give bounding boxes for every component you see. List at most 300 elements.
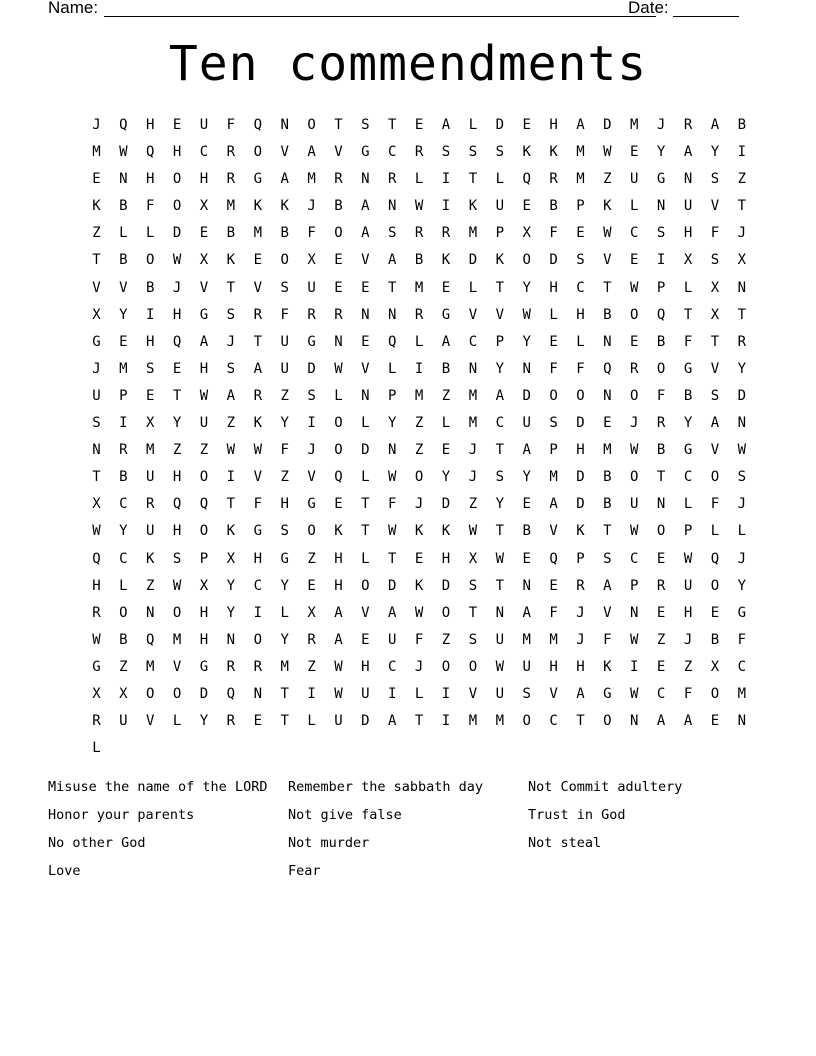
grid-letter: G: [683, 442, 693, 459]
grid-letter: M: [576, 144, 585, 161]
grid-letter: L: [683, 496, 693, 513]
grid-letter: D: [549, 252, 558, 269]
grid-letter: H: [199, 360, 209, 377]
grid-letter: O: [172, 198, 182, 215]
grid-letter: G: [307, 496, 316, 513]
grid-letter: Y: [495, 360, 505, 377]
word-list-item: Not give false: [288, 807, 402, 823]
grid-letter: K: [92, 198, 101, 215]
grid-letter: C: [388, 658, 397, 675]
grid-letter: W: [388, 469, 397, 486]
grid-letter: J: [737, 496, 747, 513]
grid-letter: Q: [146, 631, 155, 648]
grid-letter: U: [334, 713, 343, 730]
grid-letter: Z: [441, 631, 451, 648]
grid-letter: B: [603, 496, 612, 513]
grid-letter: E: [307, 577, 316, 594]
grid-letter: G: [92, 333, 101, 350]
grid-letter: N: [119, 171, 128, 188]
grid-letter: Y: [656, 144, 666, 161]
grid-letter: Q: [656, 306, 666, 323]
grid-letter: H: [683, 604, 693, 621]
grid-letter: Q: [119, 117, 128, 133]
grid-letter: D: [603, 117, 612, 133]
grid-letter: W: [630, 442, 639, 459]
date-input-line[interactable]: [673, 16, 739, 17]
grid-letter: E: [522, 198, 531, 215]
grid-letter: A: [334, 604, 343, 621]
grid-letter: W: [630, 279, 639, 296]
grid-letter: M: [737, 685, 747, 702]
grid-letter: F: [549, 225, 558, 242]
grid-letter: Y: [119, 523, 128, 540]
word-list-item: Honor your parents: [48, 807, 195, 823]
grid-letter: W: [603, 144, 612, 161]
grid-letter: C: [388, 144, 397, 161]
letter-grid: [83, 114, 755, 764]
grid-letter: A: [683, 713, 693, 730]
grid-letter: R: [683, 117, 693, 133]
grid-letter: W: [334, 658, 343, 675]
grid-letter: T: [683, 306, 693, 323]
grid-letter: B: [119, 252, 128, 269]
name-label: Name:: [48, 0, 99, 17]
grid-letter: T: [603, 523, 612, 540]
grid-letter: B: [683, 387, 693, 404]
grid-letter: Q: [146, 144, 155, 161]
grid-letter: H: [92, 577, 101, 594]
grid-letter: B: [226, 225, 236, 242]
grid-letter: F: [576, 360, 585, 377]
name-input-line[interactable]: [104, 16, 656, 17]
grid-letter: L: [334, 387, 343, 404]
grid-letter: X: [199, 577, 209, 594]
grid-letter: S: [280, 279, 289, 296]
grid-letter: X: [710, 658, 720, 675]
grid-letter: N: [280, 117, 289, 133]
grid-letter: E: [522, 496, 531, 513]
grid-letter: E: [334, 252, 343, 269]
grid-letter: W: [630, 685, 639, 702]
grid-letter: F: [683, 685, 693, 702]
grid-letter: O: [334, 225, 343, 242]
grid-letter: R: [630, 360, 639, 377]
grid-letter: W: [388, 523, 397, 540]
grid-letter: T: [361, 523, 370, 540]
grid-letter: B: [603, 469, 612, 486]
grid-letter: Y: [226, 577, 236, 594]
grid-letter: D: [737, 387, 747, 404]
grid-letter: J: [576, 631, 585, 648]
grid-letter: L: [307, 713, 316, 730]
grid-letter: A: [710, 415, 720, 432]
grid-letter: F: [414, 631, 424, 648]
word-list-item: Misuse the name of the LORD: [48, 779, 268, 795]
grid-letter: U: [522, 658, 531, 675]
grid-letter: M: [414, 387, 424, 404]
grid-letter: E: [656, 658, 666, 675]
grid-letter: X: [146, 415, 155, 432]
grid-letter: Z: [199, 442, 209, 459]
grid-letter: R: [119, 442, 128, 459]
grid-letter: Q: [334, 469, 343, 486]
grid-letter: Q: [549, 550, 558, 567]
grid-letter: O: [146, 685, 155, 702]
grid-letter: Z: [603, 171, 612, 188]
grid-letter: V: [468, 306, 478, 323]
grid-letter: G: [683, 360, 693, 377]
grid-letter: T: [656, 469, 666, 486]
grid-letter: V: [603, 604, 612, 621]
grid-letter: L: [737, 523, 747, 540]
grid-letter: F: [253, 496, 262, 513]
date-label: Date:: [628, 0, 669, 17]
grid-letter: O: [361, 577, 370, 594]
word-list-item: Trust in God: [528, 807, 626, 823]
grid-letter: U: [199, 415, 209, 432]
grid-letter: I: [441, 685, 451, 702]
grid-letter: Q: [388, 333, 397, 350]
grid-letter: R: [226, 713, 236, 730]
grid-letter: A: [388, 252, 397, 269]
grid-letter: P: [630, 577, 639, 594]
grid-letter: X: [92, 306, 101, 323]
grid-letter: G: [92, 658, 101, 675]
grid-letter: A: [495, 387, 505, 404]
grid-letter: B: [119, 198, 128, 215]
grid-letter: I: [307, 685, 316, 702]
grid-letter: C: [253, 577, 262, 594]
grid-letter: M: [630, 117, 639, 133]
grid-letter: E: [630, 333, 639, 350]
grid-letter: T: [226, 279, 236, 296]
grid-letter: I: [307, 415, 316, 432]
grid-letter: T: [414, 713, 424, 730]
grid-letter: A: [441, 333, 451, 350]
grid-letter: Z: [307, 658, 316, 675]
grid-letter: O: [656, 360, 666, 377]
grid-letter: P: [199, 550, 209, 567]
grid-letter: O: [576, 387, 585, 404]
grid-letter: X: [307, 252, 316, 269]
grid-letter: F: [280, 306, 289, 323]
grid-letter: D: [495, 117, 505, 133]
grid-letter: T: [226, 496, 236, 513]
grid-letter: N: [737, 279, 747, 296]
grid-letter: A: [656, 713, 666, 730]
grid-letter: T: [576, 713, 585, 730]
grid-letter: L: [441, 415, 451, 432]
grid-letter: V: [468, 685, 478, 702]
grid-letter: S: [468, 631, 478, 648]
grid-letter: E: [630, 252, 639, 269]
grid-letter: T: [280, 685, 289, 702]
grid-letter: H: [549, 117, 558, 133]
grid-letter: E: [576, 225, 585, 242]
grid-letter: P: [683, 523, 693, 540]
grid-letter: J: [414, 496, 424, 513]
grid-letter: N: [388, 198, 397, 215]
grid-letter: O: [630, 306, 639, 323]
grid-letter: V: [280, 144, 289, 161]
grid-letter: L: [361, 469, 370, 486]
grid-letter: R: [414, 306, 424, 323]
grid-letter: E: [630, 144, 639, 161]
grid-letter: Y: [441, 469, 451, 486]
grid-letter: N: [388, 442, 397, 459]
grid-letter: C: [119, 496, 128, 513]
grid-letter: E: [656, 550, 666, 567]
grid-letter: H: [549, 279, 558, 296]
grid-letter: H: [549, 658, 558, 675]
grid-letter: F: [280, 442, 289, 459]
grid-letter: N: [522, 577, 531, 594]
grid-letter: I: [737, 144, 747, 161]
grid-letter: L: [388, 360, 397, 377]
grid-letter: W: [737, 442, 747, 459]
grid-letter: O: [414, 469, 424, 486]
grid-letter: N: [603, 387, 612, 404]
grid-letter: G: [656, 171, 666, 188]
grid-letter: A: [683, 144, 693, 161]
word-list-item: Remember the sabbath day: [288, 779, 484, 795]
grid-letter: G: [737, 604, 747, 621]
grid-letter: O: [630, 469, 639, 486]
grid-letter: M: [549, 631, 558, 648]
grid-letter: B: [656, 442, 666, 459]
grid-letter: H: [172, 523, 182, 540]
grid-letter: O: [468, 658, 478, 675]
grid-letter: M: [92, 144, 101, 161]
grid-letter: L: [146, 225, 155, 242]
grid-letter: P: [388, 387, 397, 404]
grid-letter: G: [361, 144, 370, 161]
grid-letter: I: [388, 685, 397, 702]
grid-letter: J: [468, 469, 478, 486]
grid-letter: S: [710, 252, 720, 269]
grid-letter: Y: [683, 415, 693, 432]
grid-letter: V: [495, 306, 505, 323]
grid-letter: L: [468, 117, 478, 133]
grid-letter: B: [522, 523, 531, 540]
grid-letter: L: [414, 685, 424, 702]
grid-letter: U: [495, 685, 505, 702]
grid-letter: B: [280, 225, 289, 242]
grid-letter: R: [92, 713, 101, 730]
grid-letter: F: [603, 631, 612, 648]
grid-letter: B: [146, 279, 155, 296]
grid-letter: U: [495, 198, 505, 215]
grid-letter: O: [710, 469, 720, 486]
word-list-item: Not Commit adultery: [528, 779, 683, 795]
grid-letter: N: [683, 171, 693, 188]
grid-letter: M: [146, 442, 155, 459]
grid-letter: F: [737, 631, 747, 648]
grid-letter: T: [495, 577, 505, 594]
grid-letter: I: [119, 415, 128, 432]
grid-letter: R: [414, 144, 424, 161]
grid-letter: B: [656, 333, 666, 350]
grid-letter: X: [92, 496, 101, 513]
grid-letter: H: [576, 306, 585, 323]
grid-letter: Y: [119, 306, 128, 323]
grid-letter: W: [630, 523, 639, 540]
grid-letter: D: [576, 469, 585, 486]
grid-letter: S: [172, 550, 182, 567]
grid-letter: N: [630, 713, 639, 730]
grid-letter: F: [388, 496, 397, 513]
grid-letter: A: [710, 117, 720, 133]
grid-letter: M: [226, 198, 236, 215]
grid-letter: Z: [280, 469, 289, 486]
grid-letter: U: [495, 631, 505, 648]
grid-letter: G: [253, 171, 262, 188]
grid-letter: W: [414, 198, 424, 215]
grid-letter: D: [361, 442, 370, 459]
grid-letter: Q: [199, 496, 209, 513]
grid-letter: Q: [172, 496, 182, 513]
grid-letter: C: [576, 279, 585, 296]
grid-letter: O: [549, 387, 558, 404]
grid-letter: J: [92, 360, 101, 377]
grid-letter: E: [522, 117, 531, 133]
grid-letter: R: [226, 171, 236, 188]
grid-letter: Z: [656, 631, 666, 648]
grid-letter: N: [656, 496, 666, 513]
grid-letter: N: [92, 442, 101, 459]
grid-letter: K: [334, 523, 343, 540]
word-list-item: Not murder: [288, 835, 370, 851]
grid-letter: Z: [468, 496, 478, 513]
grid-letter: C: [630, 225, 639, 242]
grid-letter: M: [253, 225, 262, 242]
grid-letter: O: [630, 387, 639, 404]
grid-letter: Y: [737, 577, 747, 594]
grid-letter: E: [172, 360, 182, 377]
grid-letter: N: [522, 360, 531, 377]
grid-letter: N: [146, 604, 155, 621]
grid-letter: M: [522, 631, 531, 648]
grid-letter: T: [737, 198, 747, 215]
grid-letter: C: [737, 658, 747, 675]
grid-letter: U: [92, 387, 101, 404]
grid-letter: L: [119, 577, 128, 594]
grid-letter: B: [119, 469, 128, 486]
grid-letter: C: [119, 550, 128, 567]
grid-letter: M: [146, 658, 155, 675]
grid-letter: R: [414, 225, 424, 242]
grid-letter: V: [146, 713, 155, 730]
grid-letter: W: [119, 144, 128, 161]
grid-letter: L: [683, 279, 693, 296]
grid-letter: P: [576, 550, 585, 567]
grid-letter: G: [307, 333, 316, 350]
grid-letter: E: [549, 577, 558, 594]
grid-letter: H: [146, 333, 155, 350]
grid-letter: K: [603, 198, 612, 215]
word-list: [48, 778, 768, 881]
word-list-item: No other God: [48, 835, 146, 851]
grid-letter: V: [549, 523, 558, 540]
grid-letter: V: [334, 144, 343, 161]
grid-letter: L: [549, 306, 558, 323]
grid-letter: K: [253, 415, 262, 432]
grid-letter: J: [172, 279, 182, 296]
grid-letter: H: [199, 171, 209, 188]
grid-letter: A: [603, 577, 612, 594]
grid-letter: D: [361, 713, 370, 730]
grid-letter: Q: [92, 550, 101, 567]
grid-letter: N: [361, 387, 370, 404]
grid-letter: R: [253, 306, 262, 323]
grid-letter: A: [576, 685, 585, 702]
grid-letter: L: [414, 333, 424, 350]
grid-letter: Q: [172, 333, 182, 350]
grid-letter: R: [737, 333, 747, 350]
grid-letter: E: [441, 442, 451, 459]
grid-letter: A: [307, 144, 316, 161]
grid-letter: M: [468, 387, 478, 404]
grid-letter: L: [495, 171, 505, 188]
grid-letter: V: [710, 360, 720, 377]
grid-letter: A: [253, 360, 262, 377]
grid-letter: S: [603, 550, 612, 567]
grid-letter: O: [119, 604, 128, 621]
grid-letter: D: [468, 252, 478, 269]
grid-letter: Z: [414, 442, 424, 459]
grid-letter: O: [172, 604, 182, 621]
grid-letter: D: [441, 577, 451, 594]
grid-letter: C: [468, 333, 478, 350]
word-list-item: Not steal: [528, 835, 602, 851]
grid-letter: O: [710, 577, 720, 594]
grid-letter: X: [710, 306, 720, 323]
grid-letter: J: [92, 117, 101, 133]
grid-letter: N: [737, 415, 747, 432]
grid-letter: X: [307, 604, 316, 621]
grid-letter: P: [576, 198, 585, 215]
grid-letter: X: [199, 252, 209, 269]
grid-letter: A: [199, 333, 209, 350]
grid-letter: Z: [441, 387, 451, 404]
grid-letter: I: [253, 604, 262, 621]
grid-letter: D: [307, 360, 316, 377]
grid-letter: Y: [280, 577, 289, 594]
grid-letter: V: [119, 279, 128, 296]
grid-letter: R: [307, 631, 316, 648]
grid-letter: S: [280, 523, 289, 540]
grid-letter: O: [280, 252, 289, 269]
grid-letter: K: [522, 144, 531, 161]
grid-letter: M: [603, 442, 612, 459]
grid-letter: N: [334, 333, 343, 350]
grid-letter: V: [199, 279, 209, 296]
grid-letter: S: [226, 306, 236, 323]
grid-letter: I: [146, 306, 155, 323]
grid-letter: U: [683, 198, 693, 215]
grid-letter: R: [146, 496, 155, 513]
grid-letter: A: [522, 442, 531, 459]
grid-letter: E: [710, 604, 720, 621]
grid-letter: J: [737, 550, 747, 567]
grid-letter: S: [522, 685, 531, 702]
grid-letter: H: [683, 225, 693, 242]
grid-letter: H: [172, 306, 182, 323]
grid-letter: W: [172, 252, 182, 269]
grid-letter: H: [146, 171, 155, 188]
grid-letter: R: [253, 387, 262, 404]
grid-letter: U: [630, 171, 639, 188]
